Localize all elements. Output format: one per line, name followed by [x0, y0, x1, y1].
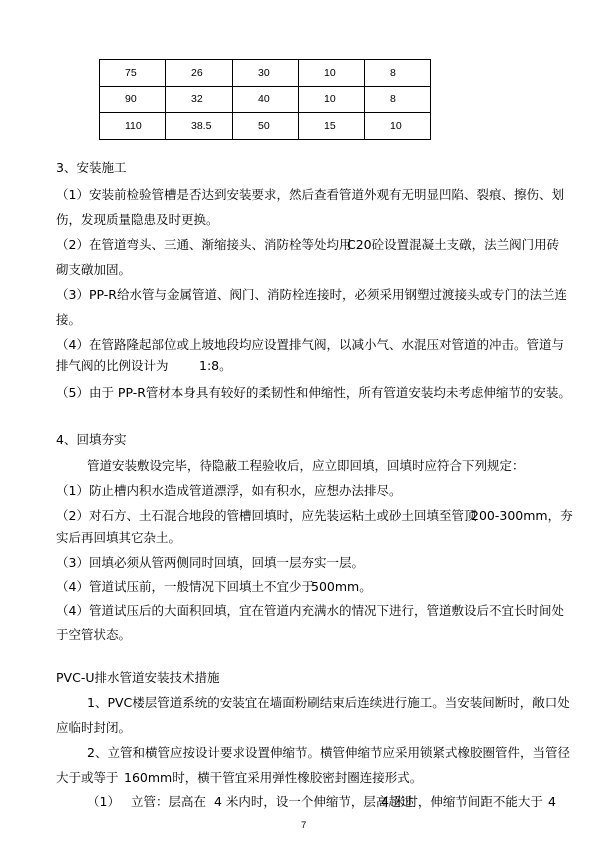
page-number: 7 — [301, 820, 307, 831]
paragraph-3-2-line-1a: （2）在管道弯头、三通、渐缩接头、消防栓等处均用 — [56, 237, 352, 252]
paragraph-3-3-line-2: 接。 — [56, 312, 82, 327]
paragraph-3-1-line-1: （1）安装前检验管槽是否达到安装要求，然后查看管道外观有无明显凹陷、裂痕、擦伤、划 — [56, 187, 564, 202]
pvc-paragraph-3-part-c: 4 米内时，设一个伸缩节，层高超过 — [214, 794, 414, 809]
pvc-paragraph-1-line-2: 应临时封闭。 — [56, 720, 132, 735]
table-cell: 90 — [100, 86, 166, 113]
section-4-intro: 管道安装敷设完毕，待隐蔽工程验收后，应立即回填，回填时应符合下列规定： — [87, 458, 525, 473]
pipe-spec-table — [99, 59, 431, 140]
pvc-paragraph-2-line-1: 2、立管和横管应按设计要求设置伸缩节。横管伸缩节应采用锁紧式橡胶圈管件，当管径 — [87, 745, 570, 760]
paragraph-4-5-line-2: 于空管状态。 — [56, 627, 132, 642]
table-cell: 75 — [100, 60, 166, 87]
table-cell: 8 — [365, 86, 431, 113]
paragraph-4-3: （3）回填必须从管两侧同时回填，回填一层夯实一层。 — [56, 555, 364, 570]
pvc-paragraph-3-part-e: 4 — [548, 794, 556, 809]
table-row — [100, 86, 431, 113]
table-cell: 50 — [233, 113, 299, 140]
paragraph-3-4-line-1: （4）在管路隆起部位或上坡地段均应设置排气阀，以减小气、水混压对管道的冲击。管道与 — [56, 337, 564, 352]
table-cell: 10 — [365, 113, 431, 140]
paragraph-4-2-line-1b: 200-300mm，夯 — [471, 508, 573, 523]
pvc-paragraph-1-line-1: 1、PVC楼层管道系统的安装宜在墙面粉刷结束后连续进行施工。当安装间断时，敞口处 — [87, 695, 570, 710]
paragraph-4-4b: 500mm。 — [311, 579, 372, 594]
paragraph-4-4a: （4）管道试压前，一般情况下回填土不宜少于 — [56, 579, 314, 594]
table-cell: 38.5 — [166, 113, 233, 140]
pvc-paragraph-3-part-a: （1） — [87, 794, 120, 809]
pvc-paragraph-2-line-2b: 160mm时，横干管宜采用弹性橡胶密封圈连接形式。 — [124, 770, 423, 785]
table-row — [100, 113, 431, 140]
paragraph-3-2-line-1b: C20砼设置混凝土支礅，法兰阀门用砖 — [347, 237, 560, 252]
table-cell: 10 — [299, 86, 365, 113]
paragraph-4-5-line-1: （4）管道试压后的大面积回填，宜在管道内充满水的情况下进行，管道敷设后不宜长时间处 — [56, 603, 564, 618]
pvc-paragraph-3-part-d: 4 米时，伸缩节间距不能大于 — [381, 794, 543, 809]
pvc-paragraph-2-line-2a: 大于或等于 — [56, 770, 119, 785]
paragraph-3-4-line-2a: 排气阀的比例设计为 — [56, 358, 169, 373]
pvc-paragraph-3-part-b: 立管：层高在 — [131, 794, 207, 809]
paragraph-3-1-line-2: 伤，发现质量隐患及时更换。 — [56, 212, 219, 227]
paragraph-4-2-line-1a: （2）对石方、土石混合地段的管槽回填时，应先装运粘土或砂土回填至管顶 — [56, 508, 477, 523]
table-cell: 40 — [233, 86, 299, 113]
table-cell: 10 — [299, 60, 365, 87]
section-3-heading: 3、安装施工 — [56, 160, 127, 175]
paragraph-3-2-line-2: 砌支礅加固。 — [56, 262, 132, 277]
table-cell: 110 — [100, 113, 166, 140]
pvc-section-heading: PVC-U排水管道安装技术措施 — [56, 670, 220, 685]
table-cell: 15 — [299, 113, 365, 140]
table-cell: 26 — [166, 60, 233, 87]
table-cell: 30 — [233, 60, 299, 87]
paragraph-4-2-line-2: 实后再回填其它杂土。 — [56, 530, 182, 545]
paragraph-3-3-line-1: （3）PP-R给水管与金属管道、阀门、消防栓连接时，必须采用钢塑过渡接头或专门的法兰连 — [56, 287, 567, 302]
table-cell: 32 — [166, 86, 233, 113]
table-cell: 8 — [365, 60, 431, 87]
paragraph-3-4-line-2b: 1:8。 — [199, 358, 232, 373]
table-row — [100, 60, 431, 87]
paragraph-3-5-line-1: （5）由于 PP-R管材本身具有较好的柔韧性和伸缩性，所有管道安装均未考虑伸缩节的安装。 — [56, 385, 571, 400]
paragraph-4-1: （1）防止槽内积水造成管道漂浮，如有积水，应想办法排尽。 — [56, 483, 402, 498]
section-4-heading: 4、回填夯实 — [56, 432, 127, 447]
